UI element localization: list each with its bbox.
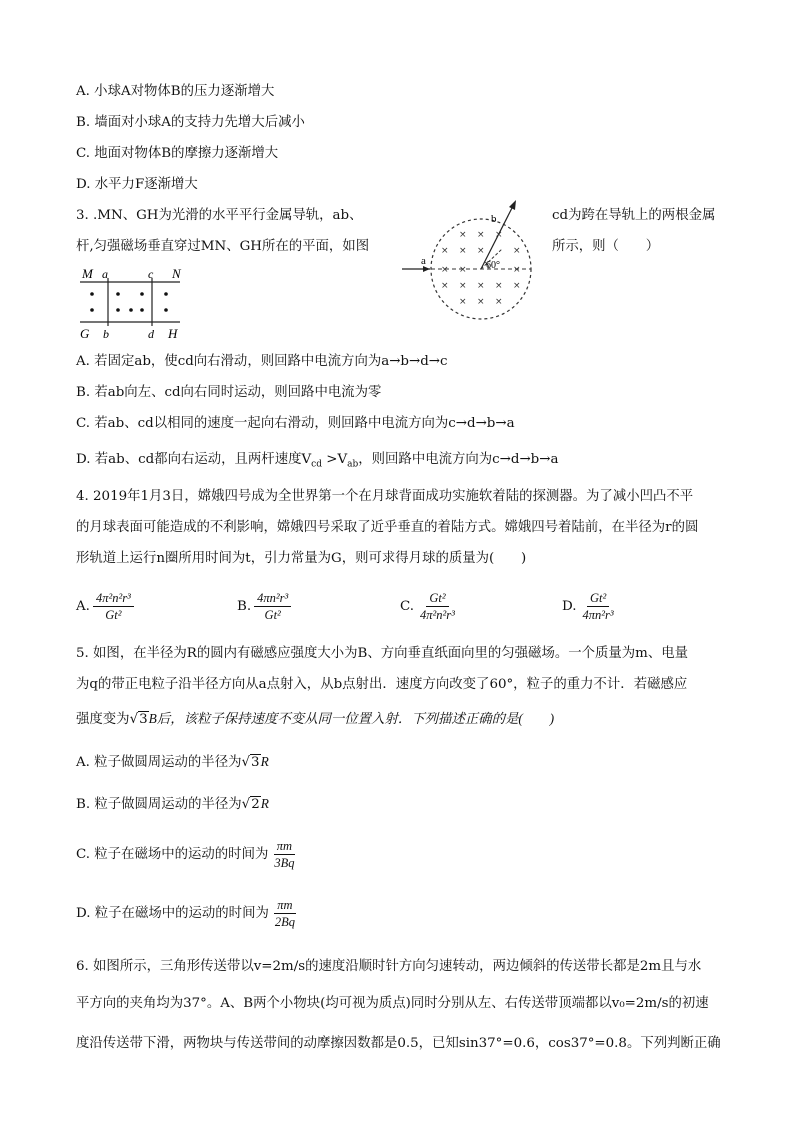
q3-option-b: B. 若ab向左、cd向右同时运动，则回路中电流为零 <box>76 385 382 400</box>
rail-label-g: G <box>80 326 90 341</box>
rail-label-b: b <box>103 327 109 341</box>
q5-option-a: A. 粒子做圆周运动的半径为√3R <box>76 754 269 770</box>
q4-option-d: D. $\frac{\text{Gt²}}{\text{4πn²r³}}$ <box>562 591 614 622</box>
q6-stem-line1: 6. 如图所示，三角形传送带以v=2m/s的速度沿顺时针方向匀速转动，两边倾斜的传送带长都是2m且与水 <box>76 959 702 974</box>
q4-option-b: B. $\frac{\text{4πn²r³}}{\text{Gt²}}$ <box>237 590 294 624</box>
q6-stem-line3: 度沿传送带下滑，两物块与传送带间的动摩擦因数都是0.5，已知sin37°=0.6，cos37°=0.8。下列判断正确 <box>76 1036 721 1051</box>
svg-text:×: × <box>441 246 449 256</box>
circle-angle-label: 60° <box>486 260 500 271</box>
circle-label-a: a <box>421 255 426 267</box>
q4-option-c: C. $\frac{\text{Gt²}}{\text{4π²n²r³}}$ <box>400 591 455 622</box>
svg-text:×: × <box>477 246 485 256</box>
q3-stem-line1-left: 3. .MN、GH为光滑的水平平行金属导轨，ab、 <box>76 208 363 223</box>
svg-text:×: × <box>459 281 467 291</box>
q4-stem-line1: 4. 2019年1月3日，嫦娥四号成为全世界第一个在月球背面成功实施软着陆的探测器。为了减小凹凸不平 <box>76 489 694 504</box>
svg-text:×: × <box>459 265 467 275</box>
svg-text:×: × <box>477 297 485 307</box>
svg-text:×: × <box>441 281 449 291</box>
rail-label-m: M <box>82 266 93 281</box>
q5-option-b: B. 粒子做圆周运动的半径为√2R <box>76 796 269 812</box>
q5-stem-line3: 强度变为√3B后，该粒子保持速度不变从同一位置入射．下列描述正确的是( ) <box>76 711 555 727</box>
q5-stem-line2: 为q的带正电粒子沿半径方向从a点射入，从b点射出．速度方向改变了60°，粒子的重力不计．若磁感应 <box>76 677 688 692</box>
q3-option-c: C. 若ab、cd以相同的速度一起向右滑动，则回路中电流方向为c→d→b→a <box>76 416 515 431</box>
rails-figure <box>76 264 186 342</box>
rail-label-a: a <box>102 267 108 281</box>
rail-label-n: N <box>172 266 181 281</box>
rail-label-d: d <box>148 327 154 341</box>
field-dots <box>90 292 168 312</box>
svg-text:×: × <box>513 246 521 256</box>
q4-stem-line3: 形轨道上运行n圈所用时间为t，引力常量为G，则可求得月球的质量为( ) <box>76 551 527 566</box>
q2-option-a: A. 小球A对物体B的压力逐渐增大 <box>76 84 275 99</box>
circle-field-figure <box>392 196 542 326</box>
q4-stem-line2: 的月球表面可能造成的不利影响，嫦娥四号采取了近乎垂直的着陆方式。嫦娥四号着陆前，在半径为r的圆 <box>76 520 699 535</box>
q2-option-b: B. 墙面对小球A的支持力先增大后减小 <box>76 115 305 130</box>
svg-text:×: × <box>513 281 521 291</box>
q3-stem-line1-right: cd为跨在导轨上的两根金属 <box>552 208 716 223</box>
svg-text:×: × <box>513 265 521 275</box>
q2-option-c: C. 地面对物体B的摩擦力逐渐增大 <box>76 146 279 161</box>
q5-stem-line1: 5. 如图，在半径为R的圆内有磁感应强度大小为B、方向垂直纸面向里的匀强磁场。一个质量为m、电量 <box>76 646 689 661</box>
q3-option-d: D. 若ab、cd都向右运动，且两杆速度$V_{cd} >V_{ab}$，则回路中电流方向为c→d→b→a <box>76 452 559 470</box>
q3-stem-line2-right: 所示，则（ ） <box>552 239 660 254</box>
svg-text:×: × <box>459 246 467 256</box>
q2-option-d: D. 水平力F逐渐增大 <box>76 177 198 192</box>
q4-option-a: A. $\frac{\text{4π²n²r³}}{\text{Gt²}}$ <box>76 590 137 624</box>
q6-stem-line2: 平方向的夹角均为37°。A、B两个小物块(均可视为质点)同时分别从左、右传送带顶端都以v₀=2m/s的初速 <box>76 996 709 1011</box>
circle-label-b: b <box>491 213 497 225</box>
svg-text:×: × <box>459 297 467 307</box>
rail-label-h: H <box>168 326 178 341</box>
svg-text:×: × <box>477 230 485 240</box>
q5-option-d: D. 粒子在磁场中的运动的时间为 $\frac{\pi m}{2Bq}$ <box>76 898 295 929</box>
svg-text:×: × <box>495 281 503 291</box>
svg-text:×: × <box>495 230 503 240</box>
q5-option-c: C. 粒子在磁场中的运动的时间为 $\frac{\pi m}{3Bq}$ <box>76 839 295 870</box>
q3-option-a: A. 若固定ab，使cd向右滑动，则回路中电流方向为a→b→d→c <box>76 354 448 369</box>
svg-text:×: × <box>495 297 503 307</box>
rail-label-c: c <box>148 267 154 281</box>
svg-text:×: × <box>459 230 467 240</box>
q3-stem-line2-left: 杆,匀强磁场垂直穿过MN、GH所在的平面，如图 <box>76 239 370 254</box>
svg-text:×: × <box>441 265 449 275</box>
svg-text:×: × <box>477 281 485 291</box>
